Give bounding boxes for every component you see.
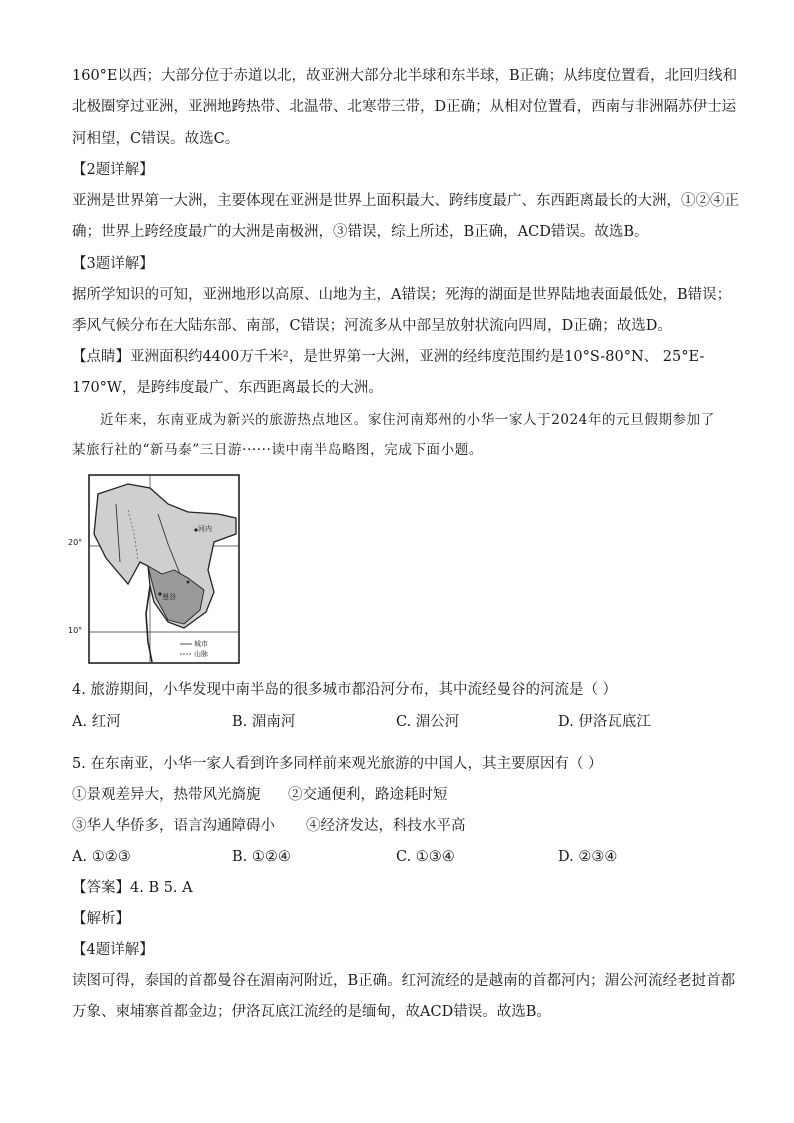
text-line: 160°E以西；大部分位于赤道以北，故亚洲大部分北半球和东半球，B正确；从纬度位置看，北回归线和	[72, 68, 738, 84]
statement: ②交通便利，路途耗时短	[288, 787, 448, 803]
option-a: A. 红河	[72, 714, 121, 730]
text-line: 亚洲是世界第一大洲，主要体现在亚洲是世界上面积最大、跨纬度最广、东西距离最长的大洲，①②④正	[72, 193, 739, 209]
option-c: C. ①③④	[396, 849, 455, 865]
analysis-header: 【解析】	[72, 911, 130, 927]
tip-line: 【点睛】亚洲面积约4400万千米²，是世界第一大洲，亚洲的经纬度范围约是10°S-80°N、 25°E-	[72, 349, 705, 365]
section-header: 【4题详解】	[72, 942, 154, 958]
section-header: 【3题详解】	[72, 256, 154, 272]
intro-line: 近年来，东南亚成为新兴的旅游热点地区。家住河南郑州的小华一家人于2024年的元旦假期参加了	[100, 412, 715, 428]
option-d: D. ②③④	[558, 849, 618, 865]
text-line: 确；世界上跨经度最广的大洲是南极洲，③错误，综上所述，B正确，ACD错误。故选B。	[72, 224, 649, 240]
statement: ③华人华侨多，语言沟通障碍小	[72, 818, 275, 834]
tip-line: 170°W，是跨纬度最广、东西距离最长的大洲。	[72, 380, 383, 396]
text-line: 万象、柬埔寨首都金边；伊洛瓦底江流经的是缅甸，故ACD错误。故选B。	[72, 1004, 551, 1020]
intro-line: 某旅行社的“新马泰”三日游······读中南半岛略图，完成下面小题。	[72, 442, 483, 458]
city-label: 曼谷	[162, 593, 176, 601]
text-line: 季风气候分布在大陆东部、南部，C错误；河流多从中部呈放射状流向四周，D正确；故选D。	[72, 318, 672, 334]
section-header: 【2题详解】	[72, 162, 154, 178]
option-b: B. 湄南河	[232, 714, 296, 730]
text-line: 读图可得，泰国的首都曼谷在湄南河附近，B正确。红河流经的是越南的首都河内；湄公河流经老挝首都	[72, 973, 736, 989]
latitude-label: 20°	[68, 538, 83, 547]
statement: ①景观差异大，热带风光旖旎	[72, 787, 261, 803]
text-line: 河相望，C错误。故选C。	[72, 131, 240, 147]
option-c: C. 湄公河	[396, 714, 460, 730]
text-line: 北极圈穿过亚洲，亚洲地跨热带、北温带、北寒带三带，D正确；从相对位置看，西南与非洲隔苏伊士运	[72, 99, 737, 115]
indochina-map	[68, 474, 240, 664]
answer-line: 【答案】4. B 5. A	[72, 880, 193, 896]
question-stem: 4. 旅游期间，小华发现中南半岛的很多城市都沿河分布，其中流经曼谷的河流是（ ）	[72, 682, 618, 698]
option-b: B. ①②④	[232, 849, 291, 865]
legend-mountain: 山脉	[194, 650, 208, 658]
text-line: 据所学知识的可知，亚洲地形以高原、山地为主，A错误；死海的湖面是世界陆地表面最低处，B错误；	[72, 287, 732, 303]
legend-city: 城市	[194, 640, 208, 648]
question-stem: 5. 在东南亚，小华一家人看到许多同样前来观光旅游的中国人，其主要原因有（ ）	[72, 756, 603, 772]
city-label: 河内	[198, 525, 212, 533]
map-figure	[88, 474, 240, 664]
latitude-label: 10°	[68, 626, 83, 635]
statement: ④经济发达，科技水平高	[306, 818, 466, 834]
option-a: A. ①②③	[72, 849, 131, 865]
option-d: D. 伊洛瓦底江	[558, 714, 651, 730]
